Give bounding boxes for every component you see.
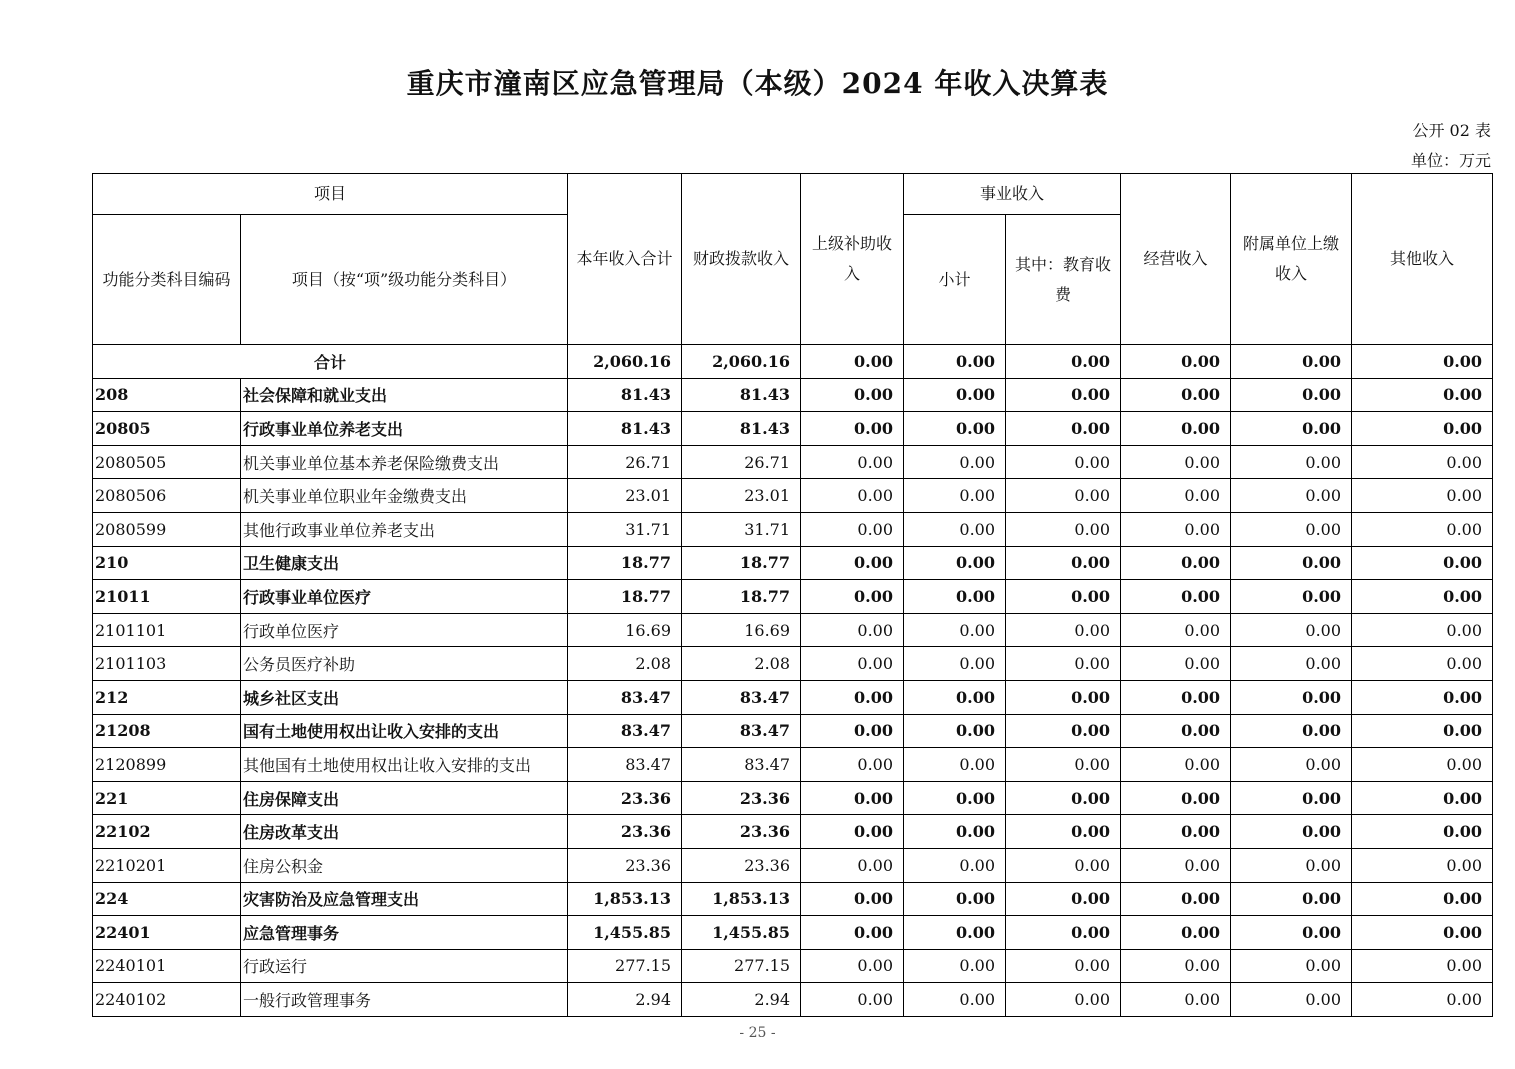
row-value: 18.77 (682, 546, 801, 580)
row-value: 0.00 (1006, 580, 1121, 614)
header-total-income: 本年收入合计 (568, 174, 682, 345)
row-value: 0.00 (1231, 916, 1352, 950)
row-value: 0.00 (801, 882, 904, 916)
row-value: 0.00 (1231, 949, 1352, 983)
header-subtotal: 小计 (904, 215, 1006, 345)
row-value: 0.00 (1121, 512, 1231, 546)
table-row (93, 479, 1493, 513)
row-code: 2080506 (93, 479, 241, 513)
row-value: 0.00 (801, 949, 904, 983)
row-name: 行政运行 (241, 949, 568, 983)
row-name: 行政事业单位医疗 (241, 580, 568, 614)
row-value: 83.47 (682, 748, 801, 782)
row-value: 0.00 (801, 848, 904, 882)
row-value: 0.00 (1006, 412, 1121, 446)
row-value: 0.00 (1006, 680, 1121, 714)
row-value: 0.00 (904, 647, 1006, 681)
row-value: 0.00 (904, 983, 1006, 1017)
row-value: 2.08 (568, 647, 682, 681)
table-row (93, 815, 1493, 849)
table-row (93, 412, 1493, 446)
row-name: 应急管理事务 (241, 916, 568, 950)
row-value: 18.77 (568, 580, 682, 614)
table-row (93, 916, 1493, 950)
row-value: 0.00 (1231, 781, 1352, 815)
table-row (93, 882, 1493, 916)
row-name: 住房保障支出 (241, 781, 568, 815)
row-value: 0.00 (904, 580, 1006, 614)
row-name: 卫生健康支出 (241, 546, 568, 580)
row-value: 0.00 (1352, 949, 1493, 983)
row-value: 0.00 (801, 479, 904, 513)
row-value: 0.00 (904, 512, 1006, 546)
total-value: 0.00 (1121, 345, 1231, 379)
row-value: 0.00 (1121, 412, 1231, 446)
row-value: 26.71 (568, 445, 682, 479)
total-value: 0.00 (1352, 345, 1493, 379)
row-value: 18.77 (682, 580, 801, 614)
row-value: 23.36 (568, 815, 682, 849)
row-name: 住房公积金 (241, 848, 568, 882)
row-value: 23.01 (682, 479, 801, 513)
row-name: 社会保障和就业支出 (241, 378, 568, 412)
row-value: 0.00 (1121, 882, 1231, 916)
row-value: 23.36 (682, 781, 801, 815)
row-value: 0.00 (1352, 983, 1493, 1017)
table-row (93, 546, 1493, 580)
row-value: 0.00 (904, 882, 1006, 916)
row-value: 0.00 (1121, 983, 1231, 1017)
row-value: 81.43 (682, 378, 801, 412)
row-value: 0.00 (904, 546, 1006, 580)
row-code: 208 (93, 378, 241, 412)
header-superior-subsidy: 上级补助收入 (801, 174, 904, 345)
row-value: 0.00 (801, 546, 904, 580)
row-value: 0.00 (801, 512, 904, 546)
row-value: 23.36 (682, 848, 801, 882)
row-value: 23.01 (568, 479, 682, 513)
row-value: 83.47 (568, 748, 682, 782)
row-name: 机关事业单位基本养老保险缴费支出 (241, 445, 568, 479)
row-value: 0.00 (801, 412, 904, 446)
row-value: 1,455.85 (682, 916, 801, 950)
row-code: 2101103 (93, 647, 241, 681)
row-value: 0.00 (801, 445, 904, 479)
row-value: 0.00 (1231, 412, 1352, 446)
row-value: 0.00 (1352, 882, 1493, 916)
row-value: 0.00 (1352, 680, 1493, 714)
row-value: 0.00 (1231, 848, 1352, 882)
total-row (93, 345, 1493, 379)
row-value: 0.00 (904, 412, 1006, 446)
row-value: 0.00 (1121, 714, 1231, 748)
row-code: 2120899 (93, 748, 241, 782)
row-value: 0.00 (1006, 748, 1121, 782)
row-code: 22401 (93, 916, 241, 950)
row-value: 0.00 (904, 781, 1006, 815)
row-value: 0.00 (904, 613, 1006, 647)
row-name: 灾害防治及应急管理支出 (241, 882, 568, 916)
row-value: 0.00 (904, 680, 1006, 714)
total-value: 0.00 (1231, 345, 1352, 379)
row-value: 0.00 (1006, 546, 1121, 580)
unit-label: 单位：万元 (1410, 151, 1491, 170)
row-value: 23.36 (568, 848, 682, 882)
row-value: 0.00 (1006, 647, 1121, 681)
row-value: 0.00 (801, 916, 904, 950)
row-value: 0.00 (1352, 916, 1493, 950)
page-title: 重庆市潼南区应急管理局（本级）2024 年收入决算表 (406, 67, 1109, 100)
row-value: 0.00 (1121, 748, 1231, 782)
row-value: 0.00 (1231, 882, 1352, 916)
row-value: 0.00 (801, 983, 904, 1017)
table-code: 公开 02 表 (1412, 121, 1491, 140)
row-code: 221 (93, 781, 241, 815)
row-value: 0.00 (1121, 613, 1231, 647)
row-value: 0.00 (1006, 815, 1121, 849)
table-row (93, 613, 1493, 647)
row-value: 0.00 (1352, 378, 1493, 412)
row-value: 277.15 (568, 949, 682, 983)
row-value: 0.00 (1121, 378, 1231, 412)
row-value: 0.00 (1006, 613, 1121, 647)
row-value: 0.00 (1231, 546, 1352, 580)
row-value: 0.00 (1352, 748, 1493, 782)
row-value: 0.00 (1352, 479, 1493, 513)
total-value: 0.00 (904, 345, 1006, 379)
row-value: 0.00 (1121, 445, 1231, 479)
table-row (93, 781, 1493, 815)
row-code: 21011 (93, 580, 241, 614)
table-row (93, 512, 1493, 546)
row-value: 0.00 (1231, 580, 1352, 614)
row-value: 0.00 (1006, 445, 1121, 479)
table-row (93, 680, 1493, 714)
row-name: 机关事业单位职业年金缴费支出 (241, 479, 568, 513)
row-value: 2.94 (682, 983, 801, 1017)
table-row (93, 983, 1493, 1017)
header-other: 其他收入 (1352, 174, 1493, 345)
row-value: 0.00 (904, 445, 1006, 479)
row-value: 0.00 (1006, 848, 1121, 882)
row-value: 0.00 (801, 748, 904, 782)
row-value: 0.00 (1352, 412, 1493, 446)
row-value: 81.43 (568, 378, 682, 412)
row-value: 0.00 (1352, 613, 1493, 647)
table-row (93, 949, 1493, 983)
header-education-fee: 其中：教育收费 (1006, 215, 1121, 345)
row-value: 0.00 (1006, 714, 1121, 748)
row-value: 0.00 (801, 647, 904, 681)
row-value: 0.00 (1006, 916, 1121, 950)
row-code: 2080505 (93, 445, 241, 479)
row-code: 20805 (93, 412, 241, 446)
row-value: 31.71 (682, 512, 801, 546)
row-value: 16.69 (682, 613, 801, 647)
row-value: 0.00 (1352, 848, 1493, 882)
header-fiscal: 财政拨款收入 (682, 174, 801, 345)
row-value: 0.00 (801, 815, 904, 849)
row-value: 0.00 (1231, 613, 1352, 647)
row-value: 0.00 (1231, 479, 1352, 513)
header-business-income: 事业收入 (904, 174, 1121, 215)
row-value: 83.47 (568, 714, 682, 748)
row-value: 26.71 (682, 445, 801, 479)
header-code: 功能分类科目编码 (93, 215, 241, 345)
total-value: 2,060.16 (682, 345, 801, 379)
row-code: 210 (93, 546, 241, 580)
row-value: 0.00 (904, 479, 1006, 513)
row-value: 0.00 (1352, 580, 1493, 614)
row-value: 0.00 (904, 748, 1006, 782)
row-value: 0.00 (1121, 916, 1231, 950)
header-affiliated: 附属单位上缴收入 (1231, 174, 1352, 345)
row-value: 2.08 (682, 647, 801, 681)
table-row (93, 848, 1493, 882)
row-value: 0.00 (1231, 378, 1352, 412)
row-value: 0.00 (1006, 378, 1121, 412)
total-value: 0.00 (801, 345, 904, 379)
row-value: 0.00 (904, 916, 1006, 950)
row-value: 23.36 (682, 815, 801, 849)
row-value: 0.00 (801, 613, 904, 647)
row-value: 0.00 (1006, 983, 1121, 1017)
row-value: 0.00 (1231, 647, 1352, 681)
row-value: 0.00 (1231, 815, 1352, 849)
row-value: 0.00 (1121, 781, 1231, 815)
row-value: 0.00 (801, 580, 904, 614)
total-value: 2,060.16 (568, 345, 682, 379)
row-code: 2240101 (93, 949, 241, 983)
total-value: 0.00 (1006, 345, 1121, 379)
row-value: 0.00 (1121, 647, 1231, 681)
row-value: 0.00 (1006, 949, 1121, 983)
row-code: 2101101 (93, 613, 241, 647)
header-operating: 经营收入 (1121, 174, 1231, 345)
income-table (92, 173, 1493, 1017)
row-value: 23.36 (568, 781, 682, 815)
row-value: 0.00 (1231, 512, 1352, 546)
row-value: 0.00 (1121, 580, 1231, 614)
row-value: 0.00 (1352, 714, 1493, 748)
row-value: 81.43 (682, 412, 801, 446)
row-value: 0.00 (1121, 680, 1231, 714)
row-value: 16.69 (568, 613, 682, 647)
row-value: 0.00 (904, 815, 1006, 849)
row-value: 0.00 (1352, 781, 1493, 815)
row-value: 2.94 (568, 983, 682, 1017)
row-name: 其他行政事业单位养老支出 (241, 512, 568, 546)
row-value: 277.15 (682, 949, 801, 983)
row-value: 0.00 (1121, 848, 1231, 882)
table-row (93, 748, 1493, 782)
row-value: 0.00 (1231, 748, 1352, 782)
row-name: 住房改革支出 (241, 815, 568, 849)
header-project: 项目 (93, 174, 568, 215)
row-value: 0.00 (1006, 479, 1121, 513)
table-row (93, 445, 1493, 479)
row-value: 0.00 (1121, 815, 1231, 849)
row-value: 81.43 (568, 412, 682, 446)
table-row (93, 378, 1493, 412)
row-value: 0.00 (1231, 680, 1352, 714)
row-value: 31.71 (568, 512, 682, 546)
row-code: 2210201 (93, 848, 241, 882)
row-value: 0.00 (1352, 445, 1493, 479)
row-name: 一般行政管理事务 (241, 983, 568, 1017)
row-value: 0.00 (1006, 882, 1121, 916)
table-row (93, 647, 1493, 681)
row-name: 国有土地使用权出让收入安排的支出 (241, 714, 568, 748)
row-value: 1,853.13 (568, 882, 682, 916)
row-value: 83.47 (682, 680, 801, 714)
row-name: 公务员医疗补助 (241, 647, 568, 681)
row-code: 2240102 (93, 983, 241, 1017)
row-code: 2080599 (93, 512, 241, 546)
table-row (93, 714, 1493, 748)
row-value: 0.00 (801, 378, 904, 412)
row-value: 0.00 (1121, 546, 1231, 580)
row-value: 0.00 (904, 714, 1006, 748)
row-code: 212 (93, 680, 241, 714)
row-value: 0.00 (904, 378, 1006, 412)
row-name: 行政事业单位养老支出 (241, 412, 568, 446)
row-value: 0.00 (1006, 512, 1121, 546)
row-value: 0.00 (1231, 983, 1352, 1017)
row-name: 其他国有土地使用权出让收入安排的支出 (241, 748, 568, 782)
row-value: 0.00 (1006, 781, 1121, 815)
row-value: 0.00 (904, 848, 1006, 882)
row-value: 0.00 (1352, 647, 1493, 681)
row-value: 83.47 (568, 680, 682, 714)
header-item: 项目（按“项”级功能分类科目） (241, 215, 568, 345)
row-value: 0.00 (801, 781, 904, 815)
row-value: 0.00 (904, 949, 1006, 983)
page-number: - 25 - (739, 1025, 776, 1041)
row-value: 1,455.85 (568, 916, 682, 950)
row-code: 21208 (93, 714, 241, 748)
row-value: 0.00 (801, 680, 904, 714)
total-label: 合计 (93, 345, 568, 379)
row-value: 0.00 (1231, 714, 1352, 748)
row-value: 0.00 (801, 714, 904, 748)
row-code: 224 (93, 882, 241, 916)
row-value: 83.47 (682, 714, 801, 748)
row-value: 0.00 (1352, 512, 1493, 546)
row-code: 22102 (93, 815, 241, 849)
row-value: 18.77 (568, 546, 682, 580)
row-value: 0.00 (1121, 479, 1231, 513)
row-value: 0.00 (1121, 949, 1231, 983)
row-value: 0.00 (1352, 546, 1493, 580)
row-value: 0.00 (1352, 815, 1493, 849)
row-value: 0.00 (1231, 445, 1352, 479)
row-name: 城乡社区支出 (241, 680, 568, 714)
table-row (93, 580, 1493, 614)
row-name: 行政单位医疗 (241, 613, 568, 647)
row-value: 1,853.13 (682, 882, 801, 916)
